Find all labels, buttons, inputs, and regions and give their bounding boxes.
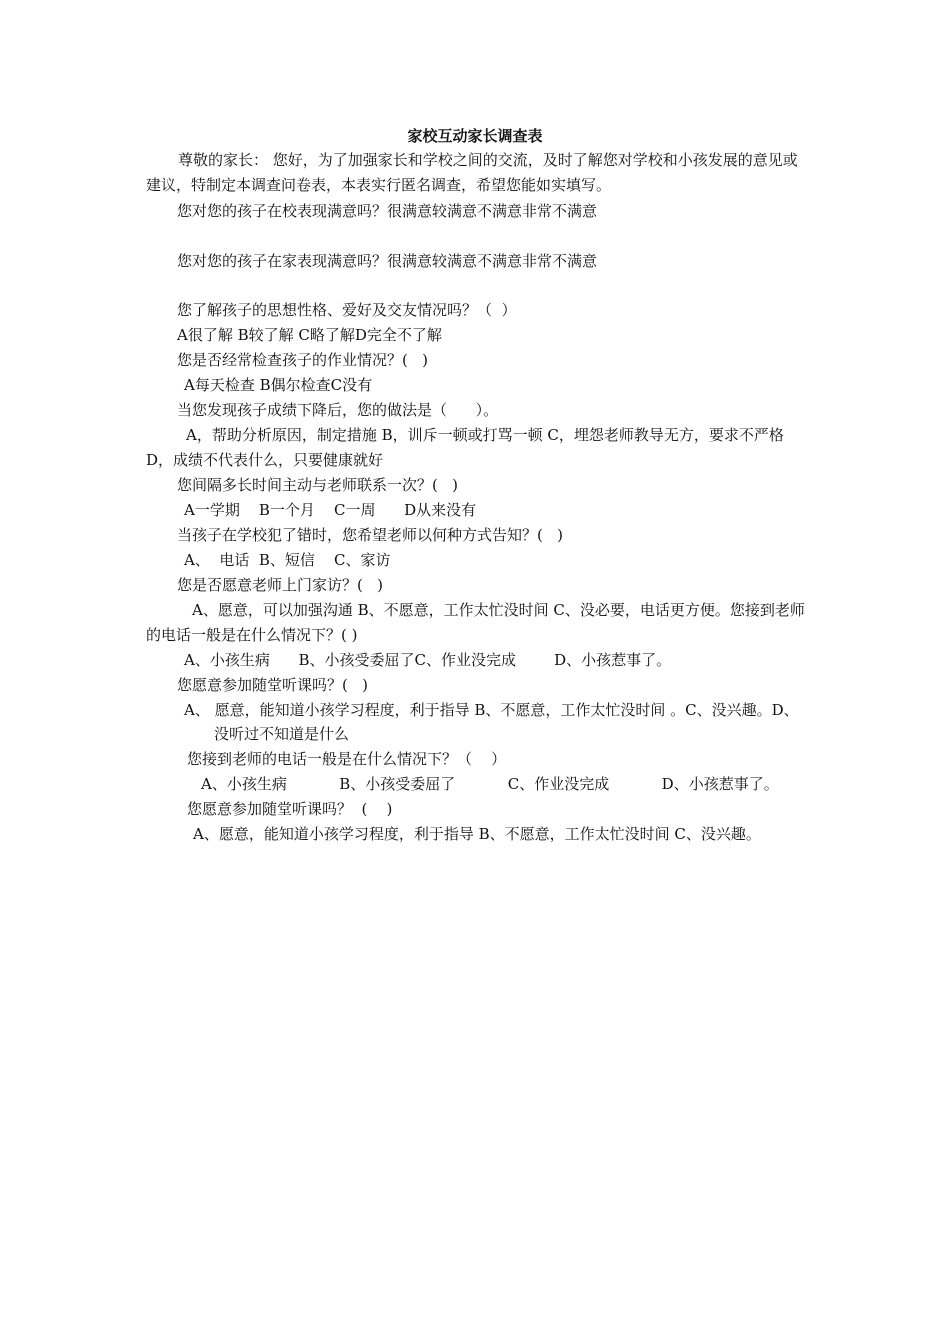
question-10: 您愿意参加随堂听课吗？( ) xyxy=(177,676,369,694)
question-5-options: A，帮助分析原因，制定措施 B，训斥一顿或打骂一顿 C，埋怨老师教导无方，要求不严格 D，成绩不代表什么，只要健康就好 xyxy=(146,426,784,469)
question-12-options: A、愿意，能知道小孩学习程度，利于指导 B、不愿意，工作太忙没时间 C、没兴趣。 xyxy=(193,825,761,843)
question-5-options-block xyxy=(146,423,811,473)
question-7-options: A、 电话 B、短信 C、家访 xyxy=(184,551,391,569)
question-8: 您是否愿意老师上门家访？( ) xyxy=(177,576,384,594)
question-8-options: A、愿意，可以加强沟通 B、不愿意，工作太忙没时间 C、没必要，电话更方便。您接到老师的电话一般是在什么情况下？( ) xyxy=(146,601,805,644)
question-4: 您是否经常检查孩子的作业情况？( ) xyxy=(177,351,429,369)
question-10-options-line2: 没听过不知道是什么 xyxy=(214,725,350,743)
question-1: 您对您的孩子在校表现满意吗？很满意较满意不满意非常不满意 xyxy=(177,202,598,220)
question-7: 当孩子在学校犯了错时，您希望老师以何种方式告知？( ) xyxy=(177,526,564,544)
question-6: 您间隔多长时间主动与老师联系一次？( ) xyxy=(177,476,459,494)
question-8-options-block xyxy=(146,598,810,648)
question-6-options: A一学期 B一个月 C一周 D从来没有 xyxy=(184,501,477,519)
question-10-options-line1: A、 愿意，能知道小孩学习程度，利于指导 B、不愿意，工作太忙没时间 。C、没兴趣。D、 xyxy=(184,701,799,719)
intro-text: 尊敬的家长： 您好，为了加强家长和学校之间的交流，及时了解您对学校和小孩发展的意见或建议，特制定本调查问卷表，本表实行匿名调查，希望您能如实填写。 xyxy=(146,151,798,194)
question-12: 您愿意参加随堂听课吗？ ( ) xyxy=(187,800,393,818)
intro-paragraph xyxy=(146,148,809,198)
question-3: 您了解孩子的思想性格、爱好及交友情况吗？（ ） xyxy=(177,301,517,319)
question-5: 当您发现孩子成绩下降后，您的做法是（ ）。 xyxy=(177,401,499,419)
question-4-options: A每天检查 B偶尔检查C没有 xyxy=(184,376,373,394)
question-11: 您接到老师的电话一般是在什么情况下？（ ） xyxy=(187,750,507,768)
question-3-options: A很了解 B较了解 C略了解D完全不了解 xyxy=(177,326,442,344)
question-9-options: A、小孩生病 B、小孩受委屈了C、作业没完成 D、小孩惹事了。 xyxy=(184,651,672,669)
document-title: 家校互动家长调查表 xyxy=(407,127,543,145)
question-11-options: A、小孩生病 B、小孩受委屈了 C、作业没完成 D、小孩惹事了。 xyxy=(201,775,779,793)
question-2: 您对您的孩子在家表现满意吗？很满意较满意不满意非常不满意 xyxy=(177,252,598,270)
